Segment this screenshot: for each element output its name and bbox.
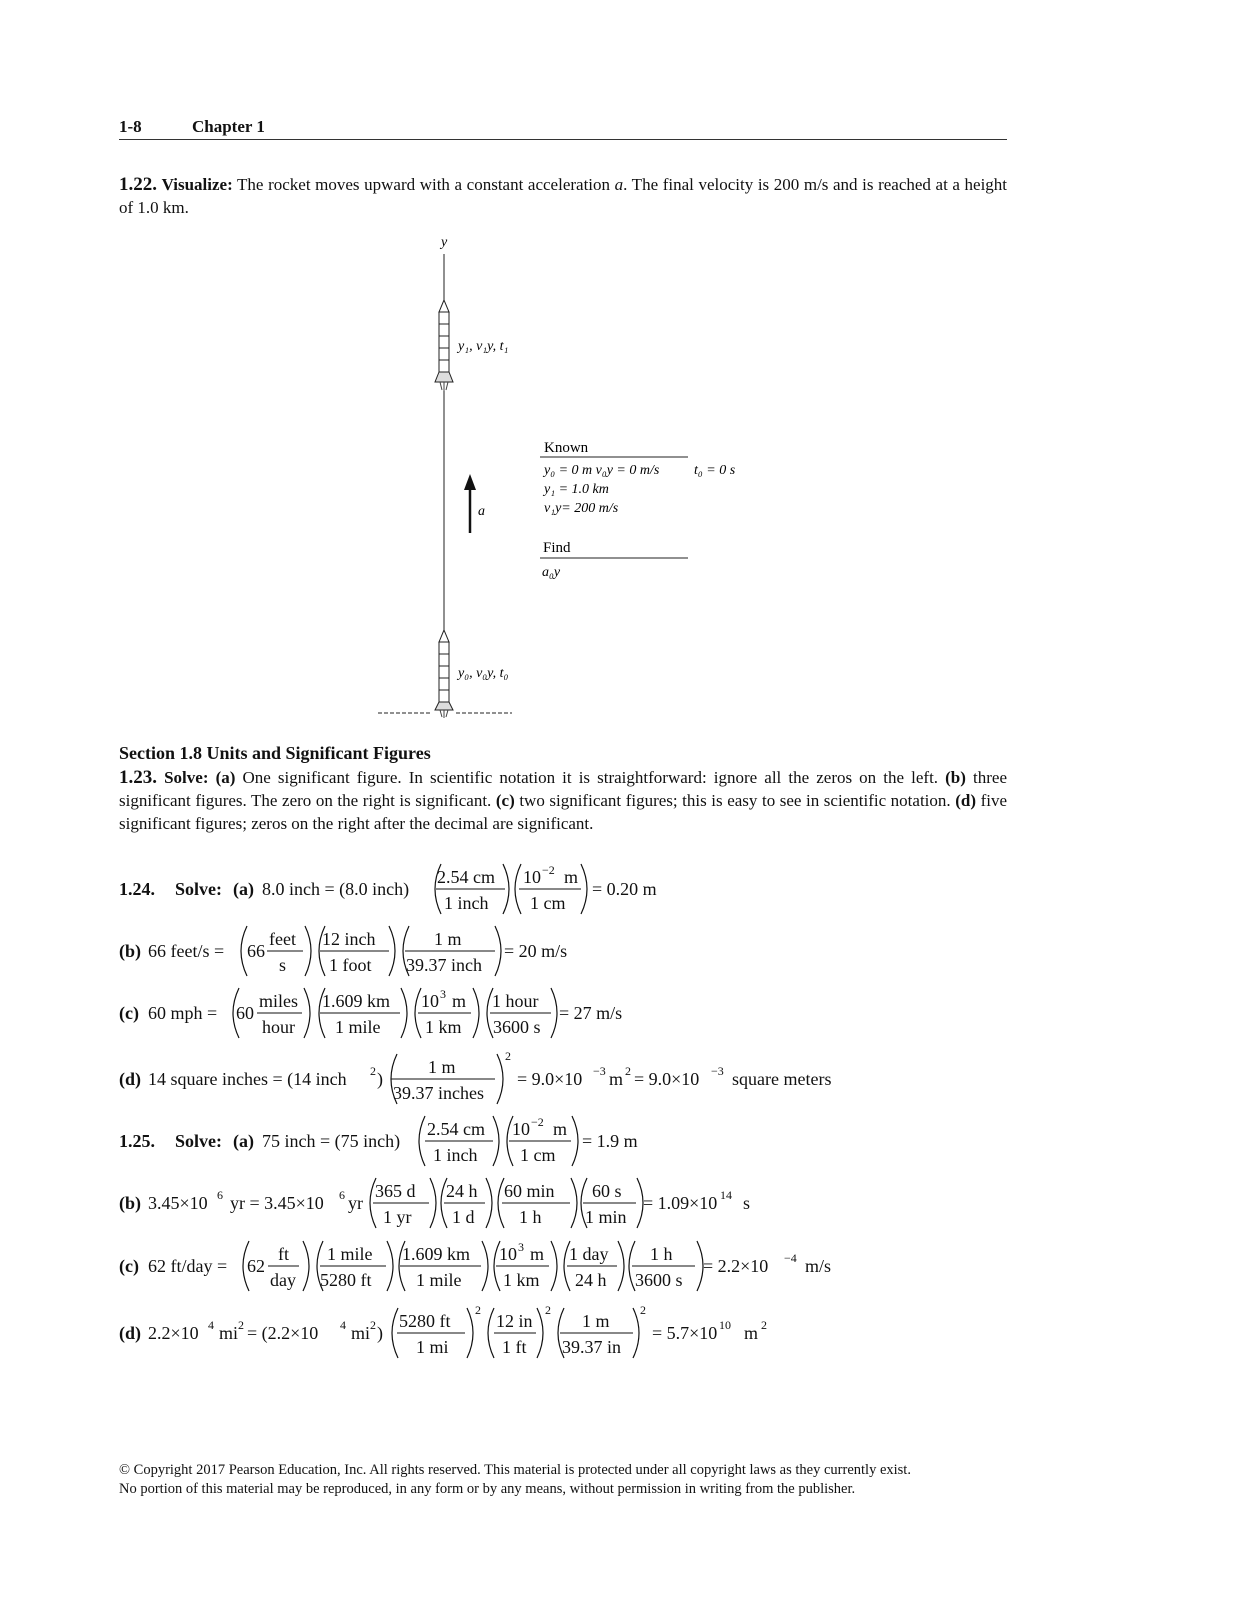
rocket-diagram <box>350 228 800 728</box>
factor-1-power: 2 <box>475 1303 481 1317</box>
factor-3-denominator: 1 km <box>503 1270 540 1290</box>
factor-3-numerator: 60 min <box>504 1181 555 1201</box>
rocket-top-icon <box>435 300 453 391</box>
problem-label: Visualize: <box>161 175 233 194</box>
coefficient: 60 <box>236 1003 254 1023</box>
acceleration-arrow-icon <box>464 474 476 533</box>
factor-2-numerator-exp: −2 <box>531 1115 544 1129</box>
lhs-part-2: yr = 3.45×10 <box>230 1193 324 1213</box>
factor-1-numerator: 1 mile <box>327 1244 373 1264</box>
page-number: 1-8 <box>119 117 142 136</box>
lhs-part-3: = (2.2×10 <box>247 1323 319 1343</box>
factor-2-denominator: 39.37 inch <box>406 955 482 975</box>
coefficient: 62 <box>247 1256 265 1276</box>
footer-line-1: © Copyright 2017 Pearson Education, Inc. All rights reserved. This material is protected under all copyright laws as they currently exist. <box>119 1462 911 1478</box>
lhs-part-2-exp: 6 <box>339 1188 345 1202</box>
factor-2-numerator: 1.609 km <box>402 1244 471 1264</box>
part-label: (d) <box>119 1069 141 1089</box>
factor-1-numerator: 365 d <box>375 1181 416 1201</box>
factor-1-numerator: 1 m <box>428 1057 456 1077</box>
problem-1-23 <box>119 766 1007 835</box>
equation-1-24c <box>119 980 1119 1050</box>
part-b-text: three significant figures. The zero on the right is significant. <box>119 768 1007 810</box>
part-b-label: (b) <box>945 768 966 787</box>
part-label: (b) <box>119 941 141 961</box>
known-item-3: v₁y= 200 m/s <box>544 501 619 516</box>
lhs-part-2-exp: 2 <box>238 1318 244 1332</box>
factor-0-denominator: day <box>270 1270 296 1290</box>
factor-2-numerator: 24 h <box>446 1181 478 1201</box>
factor-1-numerator: 5280 ft <box>399 1311 451 1331</box>
factor-1-denominator: 1 inch <box>444 893 489 913</box>
acceleration-symbol: a <box>614 175 624 194</box>
known-item-1: y₀ = 0 m v₀y = 0 m/s <box>544 463 660 478</box>
factor-2-denominator: 1 ft <box>502 1337 527 1357</box>
factor-1-denominator: 1 yr <box>383 1207 412 1227</box>
lhs-part-4-exp: 2 <box>370 1318 376 1332</box>
problem-label: Solve: <box>164 768 209 787</box>
part-c-label: (c) <box>495 791 515 810</box>
part-c-text: two significant figures; this is easy to see in scientific notation. <box>519 791 951 810</box>
factor-0-numerator: feet <box>269 929 296 949</box>
factor-2-denominator: 1 cm <box>520 1145 556 1165</box>
equation-lhs: 75 inch = (75 inch) <box>262 1131 401 1151</box>
factor-1-numerator: 2.54 cm <box>437 867 495 887</box>
problem-number: 1.25. <box>119 1131 155 1151</box>
problem-label: Solve: <box>175 1131 222 1151</box>
equation-rhs: = 27 m/s <box>559 1003 623 1023</box>
lhs-exponent: 2 <box>370 1064 376 1078</box>
factor-3-numerator: 1 m <box>582 1311 610 1331</box>
lhs-close: ) <box>377 1069 383 1089</box>
factor-3-numerator-unit: m <box>530 1244 545 1264</box>
factor-power: 2 <box>505 1049 511 1063</box>
problem-text-2: . The final velocity is 200 m/s and is reached at a height of 1.0 km. <box>119 175 1008 217</box>
part-label: (c) <box>119 1256 139 1276</box>
header-rule <box>119 139 1007 140</box>
equation-1-25a <box>119 1108 1119 1178</box>
factor-4-denominator: 1 min <box>585 1207 627 1227</box>
factor-3-numerator: 1 hour <box>492 991 539 1011</box>
equation-lhs: 66 feet/s = <box>148 941 225 961</box>
factor-1-denominator: 1 mi <box>416 1337 449 1357</box>
factor-2-numerator-base: 10 <box>421 991 439 1011</box>
equation-lhs: 60 mph = <box>148 1003 218 1023</box>
part-d-label: (d) <box>955 791 976 810</box>
page-header <box>119 117 265 137</box>
factor-3-numerator-exp: 3 <box>518 1240 524 1254</box>
lhs-part-4: mi <box>351 1323 371 1343</box>
equation-1-24a <box>119 856 1119 926</box>
problem-1-22 <box>119 173 1007 219</box>
known-t0: t₀ = 0 s <box>694 463 736 478</box>
rhs-part-2: m <box>609 1069 624 1089</box>
equation-1-25d <box>119 1300 1119 1370</box>
top-position-label: y₁, v₁y, t₁ <box>458 339 509 354</box>
factor-2-denominator: 1 d <box>452 1207 475 1227</box>
equation-rhs: = 5.7×10 <box>652 1323 718 1343</box>
factor-5-denominator: 3600 s <box>635 1270 683 1290</box>
factor-2-denominator: 1 mile <box>416 1270 462 1290</box>
rhs-unit: m/s <box>805 1256 832 1276</box>
factor-1-denominator: 1 inch <box>433 1145 478 1165</box>
rhs-exp: −4 <box>784 1251 797 1265</box>
factor-0-numerator: miles <box>259 991 298 1011</box>
equation-rhs: = 20 m/s <box>504 941 568 961</box>
equation-rhs: = 0.20 m <box>592 879 657 899</box>
factor-2-numerator-unit: m <box>553 1119 568 1139</box>
equation-1-25b <box>119 1170 1119 1240</box>
rhs-exp: 14 <box>720 1188 732 1202</box>
factor-2-power: 2 <box>545 1303 551 1317</box>
rhs-part-4: square meters <box>732 1069 832 1089</box>
rhs-exp: 10 <box>719 1318 731 1332</box>
lhs-part-1-exp: 6 <box>217 1188 223 1202</box>
equation-1-24d <box>119 1046 1119 1116</box>
acceleration-label: a <box>478 504 485 519</box>
equation-1-24b <box>119 918 1119 988</box>
y-axis-label: y <box>441 235 448 250</box>
part-d-text: five significant figures; zeros on the right after the decimal are significant. <box>119 791 1007 833</box>
part-label: (b) <box>119 1193 141 1213</box>
factor-1-denominator: 5280 ft <box>320 1270 372 1290</box>
factor-2-numerator: 1 m <box>434 929 462 949</box>
factor-1-numerator: 12 inch <box>322 929 376 949</box>
factor-4-numerator: 60 s <box>592 1181 622 1201</box>
factor-2-numerator-exp: −2 <box>542 863 555 877</box>
lhs-part-3-exp: 4 <box>340 1318 346 1332</box>
lhs-part-3: yr <box>348 1193 363 1213</box>
copyright-footer <box>119 1461 911 1499</box>
rhs-part-3: = 9.0×10 <box>634 1069 700 1089</box>
part-label: (a) <box>233 879 254 899</box>
part-a-label: (a) <box>215 768 236 787</box>
factor-2-numerator-base: 10 <box>523 867 541 887</box>
factor-1-numerator: 1.609 km <box>322 991 391 1011</box>
part-a-text: One significant figure. In scientific notation it is straightforward: ignore all the zeros on the left. <box>242 768 939 787</box>
problem-label: Solve: <box>175 879 222 899</box>
factor-3-denominator: 39.37 in <box>562 1337 622 1357</box>
equation-lhs: 14 square inches = (14 inch <box>148 1069 347 1089</box>
rhs-part-1: = 9.0×10 <box>517 1069 583 1089</box>
factor-4-denominator: 24 h <box>575 1270 607 1290</box>
factor-2-numerator: 12 in <box>496 1311 533 1331</box>
part-label: (d) <box>119 1323 141 1343</box>
find-item: a₀y <box>542 565 561 580</box>
lhs-part-1-exp: 4 <box>208 1318 214 1332</box>
problem-number: 1.24. <box>119 879 155 899</box>
factor-1-denominator: 1 mile <box>335 1017 381 1037</box>
factor-4-numerator: 1 day <box>569 1244 609 1264</box>
lhs-part-5: ) <box>377 1323 383 1343</box>
equation-lhs: 62 ft/day = <box>148 1256 228 1276</box>
equation-1-25c <box>119 1233 1119 1303</box>
problem-text: The rocket moves upward with a constant acceleration <box>237 175 611 194</box>
rhs-unit: m <box>744 1323 759 1343</box>
factor-2-denominator: 1 cm <box>530 893 566 913</box>
coefficient: 66 <box>247 941 265 961</box>
part-label: (a) <box>233 1131 254 1151</box>
factor-2-numerator-unit: m <box>564 867 579 887</box>
factor-2-numerator-base: 10 <box>512 1119 530 1139</box>
factor-0-denominator: s <box>279 955 287 975</box>
rocket-bottom-icon <box>435 630 453 718</box>
factor-1-denominator: 1 foot <box>329 955 372 975</box>
bottom-position-label: y₀, v₀y, t₀ <box>458 666 509 681</box>
factor-0-denominator: hour <box>262 1017 295 1037</box>
problem-number: 1.23. <box>119 767 157 788</box>
rhs-unit: s <box>743 1193 751 1213</box>
paren-close <box>581 864 587 914</box>
problem-number: 1.22. <box>119 174 157 195</box>
factor-1-denominator: 39.37 inches <box>393 1083 484 1103</box>
equation-rhs: = 1.09×10 <box>643 1193 718 1213</box>
rhs-part-1-exp: −3 <box>593 1064 606 1078</box>
section-title: Section 1.8 Units and Significant Figures <box>119 743 431 763</box>
factor-3-numerator-base: 10 <box>499 1244 517 1264</box>
lhs-part-2: mi <box>219 1323 239 1343</box>
rhs-part-3-exp: −3 <box>711 1064 724 1078</box>
equation-rhs: = 2.2×10 <box>703 1256 769 1276</box>
lhs-part-1: 2.2×10 <box>148 1323 199 1343</box>
lhs-part-1: 3.45×10 <box>148 1193 208 1213</box>
chapter-title: Chapter 1 <box>192 117 265 136</box>
part-label: (c) <box>119 1003 139 1023</box>
factor-3-power: 2 <box>640 1303 646 1317</box>
factor-3-denominator: 3600 s <box>493 1017 541 1037</box>
known-title: Known <box>544 440 589 456</box>
equation-lhs: 8.0 inch = (8.0 inch) <box>262 879 410 899</box>
factor-2-numerator-exp: 3 <box>440 987 446 1001</box>
factor-2-numerator-unit: m <box>452 991 467 1011</box>
footer-line-2: No portion of this material may be reproduced, in any form or by any means, without permission in writing from the publisher. <box>119 1481 856 1497</box>
rhs-unit-exp: 2 <box>761 1318 767 1332</box>
factor-2-denominator: 1 km <box>425 1017 462 1037</box>
factor-0-numerator: ft <box>278 1244 289 1264</box>
factor-1-numerator: 2.54 cm <box>427 1119 485 1139</box>
factor-3-denominator: 1 h <box>519 1207 542 1227</box>
equation-rhs: = 1.9 m <box>582 1131 638 1151</box>
rhs-part-2-exp: 2 <box>625 1064 631 1078</box>
find-title: Find <box>543 540 571 556</box>
factor-5-numerator: 1 h <box>650 1244 673 1264</box>
known-item-2: y₁ = 1.0 km <box>544 482 609 497</box>
